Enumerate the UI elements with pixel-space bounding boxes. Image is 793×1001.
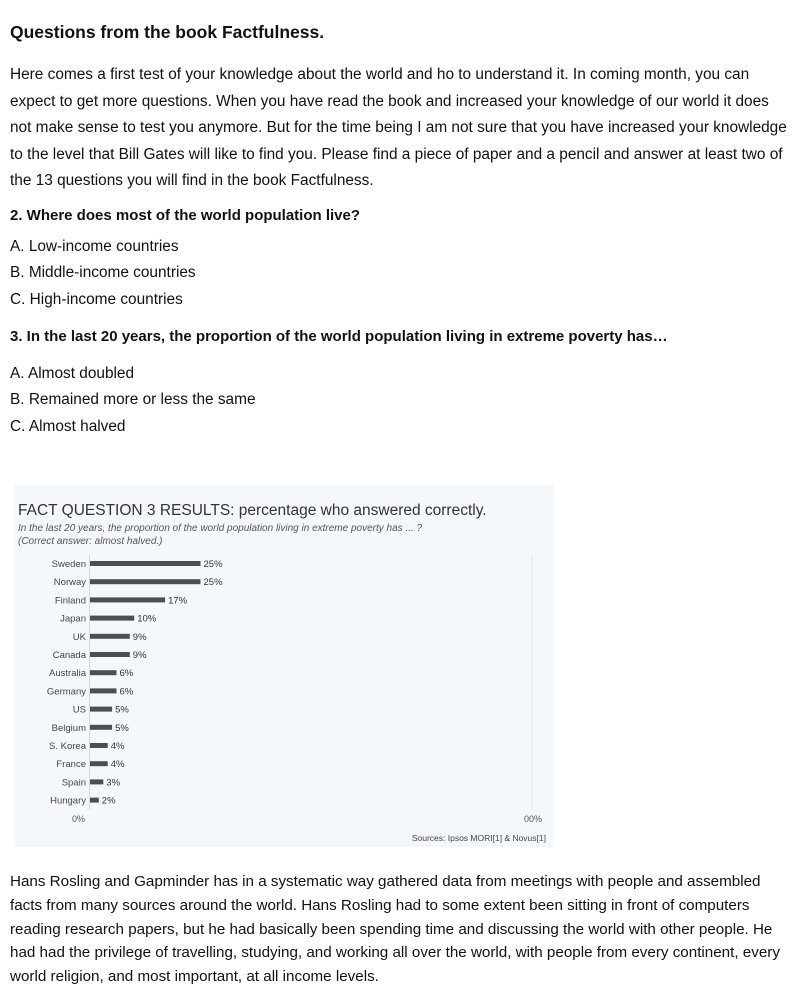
document-title: Questions from the book Factfulness. (10, 22, 325, 42)
value-label: 9% (132, 650, 147, 661)
bar-canada (90, 652, 130, 657)
category-label: S. Korea (49, 741, 86, 752)
bar-us (90, 707, 112, 712)
value-label: 4% (110, 759, 125, 771)
category-label: Germany (46, 686, 86, 698)
value-label: 3% (106, 777, 121, 789)
category-label: France (56, 759, 86, 771)
value-label: 2% (101, 795, 116, 807)
question-2-option-a: A. Low-income countries (10, 238, 179, 255)
category-label: Canada (52, 650, 86, 661)
bar-sweden (90, 561, 201, 566)
category-label: Spain (61, 777, 86, 789)
chart-title: FACT QUESTION 3 RESULTS: percentage who answered correctly. (18, 502, 487, 519)
category-label: Australia (49, 668, 86, 680)
category-label: US (72, 704, 86, 716)
question-2-option-b: B. Middle-income countries (10, 264, 196, 281)
bar-australia (90, 670, 117, 675)
x-axis-max-label: 00% (524, 814, 543, 824)
category-label: Belgium (51, 722, 86, 734)
bar-norway (90, 579, 201, 584)
category-label: Hungary (50, 795, 86, 807)
category-label: Sweden (51, 559, 86, 570)
x-axis-min-label: 0% (72, 814, 86, 824)
chart-source: Sources: Ipsos MORI[1] & Novus[1] (411, 833, 546, 843)
fact-question-3-chart (14, 485, 554, 847)
value-label: 5% (115, 704, 129, 716)
bar-japan (90, 616, 134, 621)
chart-subtitle: In the last 20 years, the proportion of the world population living in extreme poverty has ... ? (18, 523, 423, 534)
value-label: 6% (119, 668, 134, 680)
value-label: 17% (168, 595, 188, 607)
value-label: 5% (115, 722, 129, 734)
intro-paragraph: Here comes a first test of your knowledge about the world and ho to understand it. In coming month, you can expect to get more questions. When you have read the book and increased your knowledge of our world it does not make sense to test you anymore. But for the time being I am not sure that you have increased your knowledge to the level that Bill Gates will like to find you. Please find a piece of paper and a pencil and answer at least two of the 13 questions you will find in the book Factfulness. (10, 66, 787, 190)
category-label: Norway (53, 577, 86, 589)
question-2: 2. Where does most of the world population live? (10, 207, 361, 224)
chart-note: (Correct answer: almost halved.) (18, 536, 163, 547)
category-label: UK (72, 631, 86, 643)
bars-layer (47, 555, 532, 810)
bar-belgium (90, 725, 112, 730)
bar-france (90, 761, 108, 766)
bar-spain (90, 779, 103, 784)
value-label: 25% (203, 577, 223, 589)
value-label: 9% (132, 631, 147, 643)
bar-finland (90, 597, 165, 602)
value-label: 6% (119, 686, 134, 698)
question-3-option-b: B. Remained more or less the same (10, 391, 256, 408)
bar-germany (90, 688, 117, 693)
value-label: 10% (137, 613, 157, 625)
chart-canvas (14, 485, 554, 847)
bar-uk (90, 634, 130, 639)
value-label: 4% (110, 741, 125, 752)
question-3-option-a: A. Almost doubled (10, 365, 135, 382)
outro-paragraph: Hans Rosling and Gapminder has in a systematic way gathered data from meetings with people and assembled facts from many sources around the world. Hans Rosling had to some extent been sitting in front of computers reading research papers, but he had basically been spending time and discussing the world with other people. He had had the privilege of travelling, studying, and working all over the world, with people from every continent, every world religion, and most important, at all income levels. (10, 873, 780, 986)
question-3-option-c: C. Almost halved (10, 418, 126, 435)
bar-hungary (90, 798, 99, 803)
category-label: Japan (60, 613, 86, 625)
category-label: Finland (54, 595, 86, 607)
question-2-option-c: C. High-income countries (10, 291, 183, 308)
value-label: 25% (203, 559, 223, 570)
bar-s-korea (90, 743, 108, 748)
question-3: 3. In the last 20 years, the proportion of the world population living in extreme poverty has… (10, 328, 668, 345)
